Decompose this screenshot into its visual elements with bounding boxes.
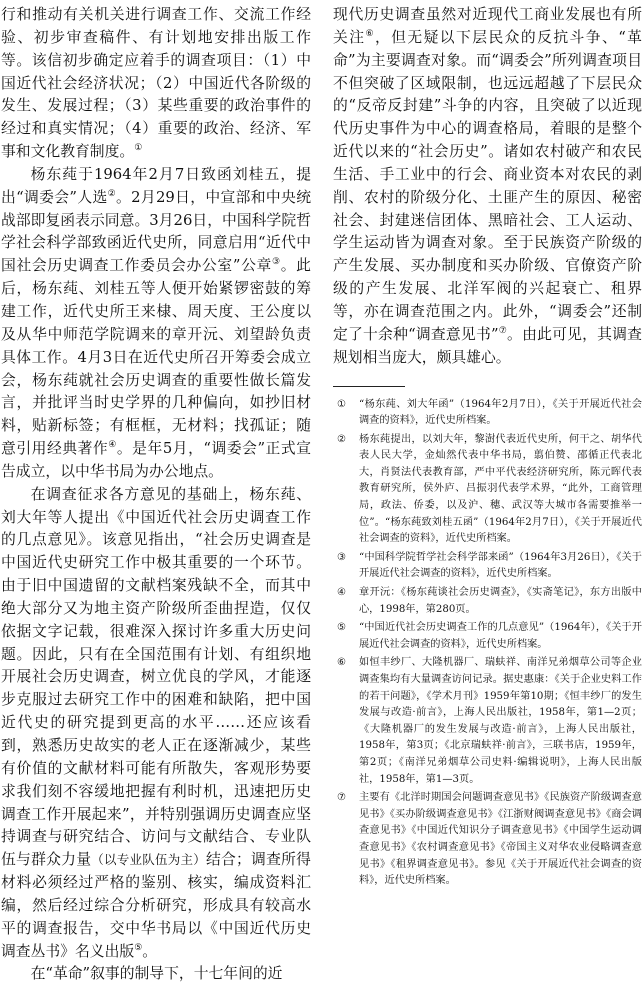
- body-paragraph: [1, 164, 311, 484]
- footnote-ref[interactable]: ②: [107, 188, 116, 199]
- footnote-number: ①: [337, 398, 347, 410]
- footnote-number: ⑤: [337, 622, 347, 634]
- footnote-ref[interactable]: ⑤: [134, 942, 143, 953]
- paragraph-text: 。此后，杨东莼、刘桂五等人便开始紧锣密鼓的筹建工作，近代史所王来棣、周天度、王公度以及从华中师范学院调来的章开沅、刘望龄负责具体工作。4月3日在近代史所召开筹委会成立会，杨东莼就社会历史调查的重要性做长篇发言，并批评当时史学界的几种偏向，如抄旧材料，贴新标签；有框框，无材料；找孤证；随意引用经典著作: [1, 257, 311, 458]
- footnote-number: ②: [337, 433, 347, 445]
- paragraph-text: 。2月29日，中宣部和中央统战部即复函表示同意。3月26日，中国科学院哲学社会科学部致函近代史所，同意启用“近代中国社会历史调查工作委员会办公室”公章: [1, 188, 311, 275]
- footnote-ref[interactable]: ④: [108, 440, 117, 451]
- body-paragraph: [1, 4, 311, 164]
- parenthetical-text: （以专业队伍为主）: [91, 852, 206, 868]
- paragraph-text: 杨东莼于1964年2月7日致函刘桂五，提出“调委会”人选: [1, 165, 311, 206]
- footnote-text: “中国科学院哲学社会科学部来函”（1964年3月26日），《关于开展近代社会调查的资料》，近代史所档案。: [359, 551, 642, 580]
- paragraph-text: 。: [142, 942, 158, 960]
- footnote-ref[interactable]: ③: [271, 257, 281, 268]
- footnote: [333, 432, 642, 548]
- footnote-ref[interactable]: ⑥: [365, 28, 375, 39]
- footnote-text: 主要有《北洋时期国会问题调查意见书》《民族资产阶级调查意见书》《买办阶级调查意见书》《江浙财阀调查意见书》《商会调查意见书》《中国近代知识分子调查意见书》《中国学生运动调查意见书》《农村调查意见书》《帝国主义对华农业侵略调查意见书》《租界调查意见书》。参见《关于开展近代社会调查的资料》，近代史所档案。: [359, 792, 642, 887]
- footnote: [333, 620, 642, 653]
- paragraph-text: 在“革命”叙事的制导下，十七年间的近: [30, 965, 283, 983]
- paragraph-text: 在调查征求各方意见的基础上，杨东莼、刘大年等人提出《中国近代社会历史调查工作的几点意见》。该意见指出，“社会历史调查是中国近代史研究工作中极其重要的一个环节。由于旧中国遗留的文献档案残缺不全，而其中绝大部分又为地主资产阶级所歪曲捏造，仅仅依据文字记载，很难深入探讨许多重大历史问题。因此，只有在全国范围有计划、有组织地开展社会历史调查，树立优良的学风，才能逐步克服过去研究工作中的困难和缺陷，把中国近代史的研究提到更高的水平……还应该看到，熟悉历史故实的老人正在逐渐减少，某些有价值的文献材料可能有所散失，客观形势要求我们刻不容缓地把握有利时机，迅速把历史调查工作开展起来”，并特别强调历史调查应坚持调查与研究结合、访问与文献结合、专业队伍与群众力量: [1, 485, 311, 869]
- footnote-ref[interactable]: ①: [134, 143, 143, 154]
- footnote-ref[interactable]: ⑦: [498, 325, 508, 336]
- paragraph-text: ，但无疑以下层民众的反抗斗争、“革命”为主要调查对象。而“调委会”所列调查项目不但突破了区域限制，也远远超越了下层民众的“反帝反封建”斗争的内容，且突破了以近现代历史事件为中心的调查格局，着眼的是整个近代以来的“社会历史”。诸如农村破产和农民生活、手工业中的行会、商业资本对农民的剥削、农村的阶级分化、土匪产生的原因、秘密社会、封建迷信团体、黑暗社会、工人运动、学生运动皆为调查对象。至于民族资产阶级的产生发展、买办制度和买办阶级、官僚资产阶级的产生发展、北洋军阀的兴起衰亡、租界等，亦在调查范围之内。此外，“调委会”还制定了十余种“调查意见书”: [333, 28, 642, 343]
- footnote-text: “中国近代社会历史调查工作的几点意见”（1964年），《关于开展近代社会调查的资料》，近代史所档案。: [359, 622, 642, 650]
- paragraph-text: 行和推动有关机关进行调查工作、交流工作经验、初步审查稿件、有计划地安排出版工作等。该信初步确定应着手的调查项目：（1）中国近代社会经济状况；（2）中国近代各阶级的发生、发展过程；（3）某些重要的政治事件的经过和真实情况；（4）重要的政治、经济、军事和文化教育制度。: [1, 6, 311, 161]
- footnote-text: 如恒丰纱厂、大隆机器厂、瑞蚨祥、南洋兄弟烟草公司等企业调查集均有大量调查访问记录。据史惠康：《关于企业史料工作的若干问题》，《学术月刊》1959年第10期；《恒丰纱厂的发生发展与改造·前言》，上海人民出版社，1958年，第1—2页；《大隆机器厂的发生发展与改造·前言》，上海人民出版社，1958年，第3页；《北京瑞蚨祥·前言》，三联书店，1959年，第2页；《南洋兄弟烟草公司史料·编辑说明》，上海人民出版社，1958年，第1—3页。: [359, 657, 642, 785]
- footnote-text: 杨东莼提出，以刘大年，黎澍代表近代史所，何干之、胡华代表人民大学，金灿然代表中华书局，翦伯赞、邵循正代表北大，肖贤法代表教育部，严中平代表经济研究所，陈元晖代表教育研究所，侯外庐、吕振羽代表学术界，“此外，工商管理局，政法、侨委，以及沪、穗、武汉等大城市各需要推举一位”。“杨东莼致刘桂五函”（1964年2月7日），《关于开展近代社会调查的资料》，近代史所档案。: [359, 433, 642, 545]
- footnote: [333, 585, 642, 618]
- paragraph-text: 。是年5月，“调委会”正式宣告成立，以中华书局为办公地点。: [1, 440, 311, 480]
- body-paragraph: [1, 484, 311, 964]
- right-column: [333, 4, 642, 892]
- body-paragraph: [333, 4, 642, 370]
- footnote-text: 章开沅：《杨东莼谈社会历史调查》，《实斋笔记》，东方出版中心，1998年，第280页。: [359, 587, 642, 615]
- footnote: [333, 655, 642, 788]
- footnote: [333, 397, 642, 430]
- left-column: [1, 4, 311, 986]
- paragraph-text: 结合；调查所得材料必须经过严格的鉴别、核实，编成资料汇编，然后经过综合分析研究，形成具有较高水平的调查报告，交中华书局以《中国近代历史调查丛书》名义出版: [1, 851, 311, 960]
- footnote-list: [333, 397, 642, 890]
- footnote: [333, 790, 642, 890]
- body-paragraph: [1, 963, 311, 986]
- footnote: [333, 550, 642, 583]
- footnote-divider: [333, 386, 405, 387]
- paragraph-text: 。由此可见，其调查规划相当庞大，颇具雄心。: [333, 325, 642, 366]
- footnote-number: ⑥: [337, 657, 347, 669]
- footnote-text: “杨东莼、刘大年函”（1964年2月7日），《关于开展近代社会调查的资料》，近代史所档案。: [359, 398, 642, 427]
- paragraph-text: 现代历史调查虽然对近现代工商业发展也有所关注: [333, 6, 642, 46]
- footnote-number: ④: [337, 587, 347, 599]
- footnote-number: ⑦: [337, 792, 347, 804]
- footnote-number: ③: [337, 551, 347, 563]
